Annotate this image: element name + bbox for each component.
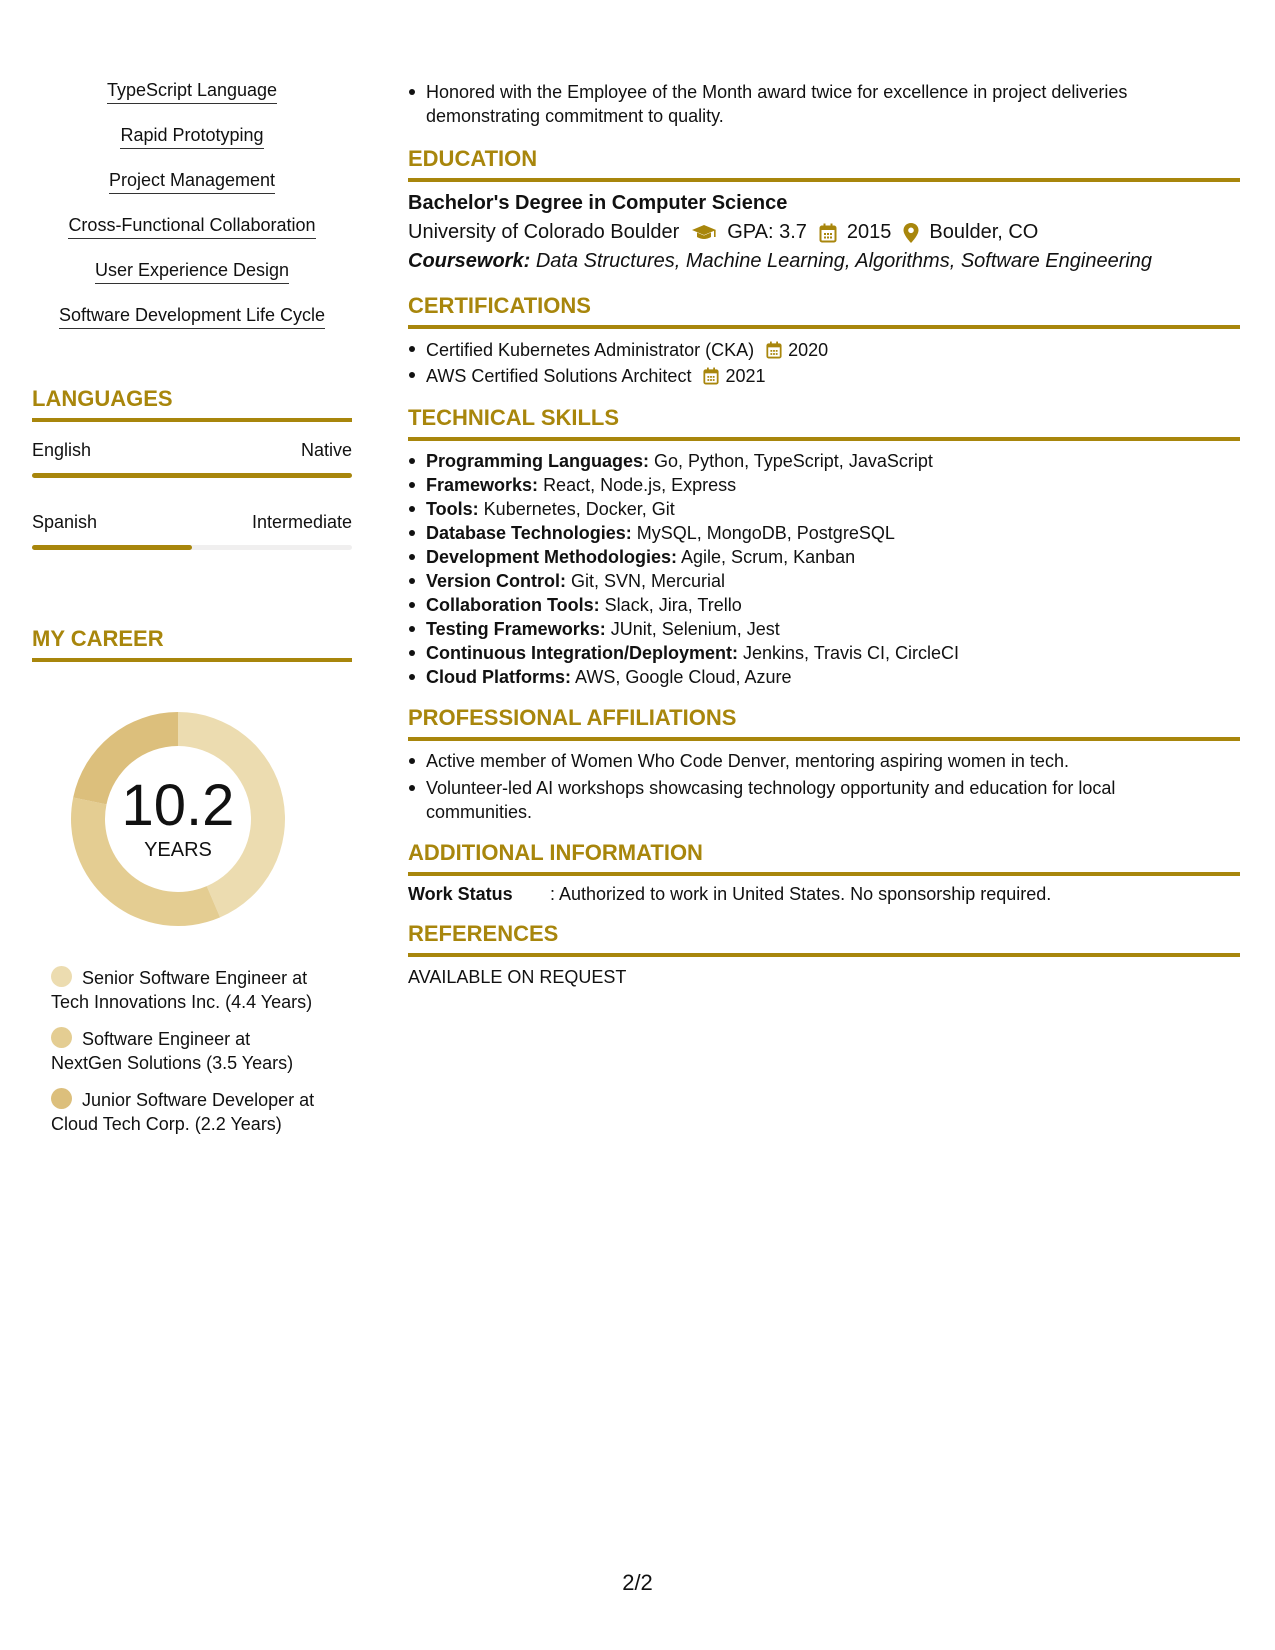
technical-skill-item bbox=[408, 569, 1240, 593]
career-entry bbox=[51, 1027, 352, 1075]
technical-skill-item bbox=[408, 641, 1240, 665]
legend-dot bbox=[51, 966, 72, 987]
coursework-value: Data Structures, Machine Learning, Algorithms, Software Engineering bbox=[535, 250, 1153, 272]
skill-values: Slack, Jira, Trello bbox=[604, 595, 742, 615]
technical-skill-item bbox=[408, 521, 1240, 545]
language-proficiency-bar bbox=[32, 545, 352, 550]
affiliations-heading: PROFESSIONAL AFFILIATIONS bbox=[408, 705, 1240, 741]
work-status-row bbox=[408, 884, 1240, 905]
work-status-label: Work Status bbox=[408, 884, 513, 904]
skill-category: Development Methodologies: bbox=[426, 547, 678, 567]
skill-category: Cloud Platforms: bbox=[426, 667, 572, 687]
certification-year: 2021 bbox=[725, 366, 766, 386]
skill-values: MySQL, MongoDB, PostgreSQL bbox=[636, 523, 895, 543]
career-title: Software Engineer at bbox=[82, 1029, 251, 1049]
career-total-years: 10.2 bbox=[121, 772, 235, 838]
education-location: Boulder, CO bbox=[929, 221, 1039, 243]
career-heading: MY CAREER bbox=[32, 626, 352, 662]
experience-bullets bbox=[408, 80, 1240, 128]
technical-skills-heading: TECHNICAL SKILLS bbox=[408, 405, 1240, 441]
affiliations-list bbox=[408, 749, 1240, 824]
career-donut-chart bbox=[63, 704, 293, 934]
certification-item bbox=[408, 337, 1240, 363]
career-company: Cloud Tech Corp. (2.2 Years) bbox=[51, 1114, 282, 1134]
references-heading: REFERENCES bbox=[408, 921, 1240, 957]
language-level: Native bbox=[300, 440, 352, 460]
additional-info-heading: ADDITIONAL INFORMATION bbox=[408, 840, 1240, 876]
certification-name: AWS Certified Solutions Architect bbox=[426, 366, 692, 386]
skill-item: Cross-Functional Collaboration bbox=[68, 215, 315, 239]
calendar-icon bbox=[819, 223, 837, 243]
technical-skill-item bbox=[408, 497, 1240, 521]
career-legend bbox=[32, 966, 352, 1136]
affiliation-item: Volunteer-led AI workshops showcasing technology opportunity and education for local communities. bbox=[408, 776, 1138, 824]
skill-category: Frameworks: bbox=[426, 475, 539, 495]
certifications-heading: CERTIFICATIONS bbox=[408, 293, 1240, 329]
skill-values: Git, SVN, Mercurial bbox=[571, 571, 726, 591]
career-entry bbox=[51, 1088, 352, 1136]
affiliation-item: Active member of Women Who Code Denver, mentoring aspiring women in tech. bbox=[408, 749, 1240, 773]
career-title: Senior Software Engineer at bbox=[82, 968, 308, 988]
skill-values: Go, Python, TypeScript, JavaScript bbox=[654, 451, 933, 471]
technical-skill-item bbox=[408, 593, 1240, 617]
career-entry bbox=[51, 966, 352, 1014]
technical-skills-list bbox=[408, 449, 1240, 689]
skill-values: React, Node.js, Express bbox=[543, 475, 737, 495]
language-proficiency-fill bbox=[32, 545, 192, 550]
career-company: NextGen Solutions (3.5 Years) bbox=[51, 1053, 294, 1073]
work-status-value: : Authorized to work in United States. No sponsorship required. bbox=[550, 884, 1052, 904]
technical-skill-item bbox=[408, 449, 1240, 473]
education-gpa: GPA: 3.7 bbox=[727, 221, 807, 243]
technical-skill-item bbox=[408, 617, 1240, 641]
references-value: AVAILABLE ON REQUEST bbox=[408, 967, 627, 987]
page-number: 2/2 bbox=[622, 1570, 653, 1595]
language-spanish bbox=[32, 512, 352, 550]
certification-year: 2020 bbox=[788, 340, 829, 360]
skill-item: User Experience Design bbox=[95, 260, 289, 284]
education-year: 2015 bbox=[846, 221, 892, 243]
education-coursework bbox=[408, 250, 1240, 273]
skill-values: Agile, Scrum, Kanban bbox=[681, 547, 856, 567]
legend-dot bbox=[51, 1088, 72, 1109]
language-level: Intermediate bbox=[251, 512, 352, 532]
technical-skill-item bbox=[408, 665, 1240, 689]
skill-category: Continuous Integration/Deployment: bbox=[426, 643, 738, 663]
education-details bbox=[408, 221, 1240, 244]
graduation-cap-icon bbox=[691, 224, 717, 242]
technical-skill-item bbox=[408, 473, 1240, 497]
skill-item: TypeScript Language bbox=[107, 80, 277, 104]
education-degree: Bachelor's Degree in Computer Science bbox=[408, 192, 788, 214]
education-school: University of Colorado Boulder bbox=[408, 221, 680, 243]
certifications-list bbox=[408, 337, 1240, 389]
skill-category: Database Technologies: bbox=[426, 523, 632, 543]
career-total-unit: YEARS bbox=[144, 838, 212, 861]
skill-category: Version Control: bbox=[426, 571, 567, 591]
languages-heading: LANGUAGES bbox=[32, 386, 352, 422]
skill-list bbox=[32, 80, 352, 350]
skill-item: Software Development Life Cycle bbox=[59, 305, 325, 329]
technical-skill-item bbox=[408, 545, 1240, 569]
language-english bbox=[32, 440, 352, 478]
language-proficiency-bar bbox=[32, 473, 352, 478]
calendar-icon bbox=[703, 367, 719, 385]
skill-category: Programming Languages: bbox=[426, 451, 650, 471]
calendar-icon bbox=[766, 341, 782, 359]
education-heading: EDUCATION bbox=[408, 146, 1240, 182]
skill-category: Tools: bbox=[426, 499, 479, 519]
skill-item: Project Management bbox=[109, 170, 275, 194]
language-name: English bbox=[32, 440, 92, 460]
language-proficiency-fill bbox=[32, 473, 352, 478]
experience-bullet: Honored with the Employee of the Month award twice for excellence in project deliveries demonstrating commitment to quality. bbox=[408, 80, 1138, 128]
language-name: Spanish bbox=[32, 512, 98, 532]
skill-values: JUnit, Selenium, Jest bbox=[610, 619, 780, 639]
skill-values: Kubernetes, Docker, Git bbox=[483, 499, 675, 519]
skill-category: Testing Frameworks: bbox=[426, 619, 606, 639]
left-column bbox=[32, 80, 352, 1149]
certification-item bbox=[408, 363, 1240, 389]
certification-name: Certified Kubernetes Administrator (CKA) bbox=[426, 340, 755, 360]
career-title: Junior Software Developer at bbox=[82, 1090, 315, 1110]
career-company: Tech Innovations Inc. (4.4 Years) bbox=[51, 992, 313, 1012]
legend-dot bbox=[51, 1027, 72, 1048]
location-pin-icon bbox=[903, 223, 919, 243]
skill-values: Jenkins, Travis CI, CircleCI bbox=[743, 643, 960, 663]
skill-values: AWS, Google Cloud, Azure bbox=[575, 667, 792, 687]
right-column bbox=[408, 80, 1240, 988]
skill-item: Rapid Prototyping bbox=[120, 125, 263, 149]
skill-category: Collaboration Tools: bbox=[426, 595, 600, 615]
coursework-label: Coursework: bbox=[408, 250, 531, 272]
